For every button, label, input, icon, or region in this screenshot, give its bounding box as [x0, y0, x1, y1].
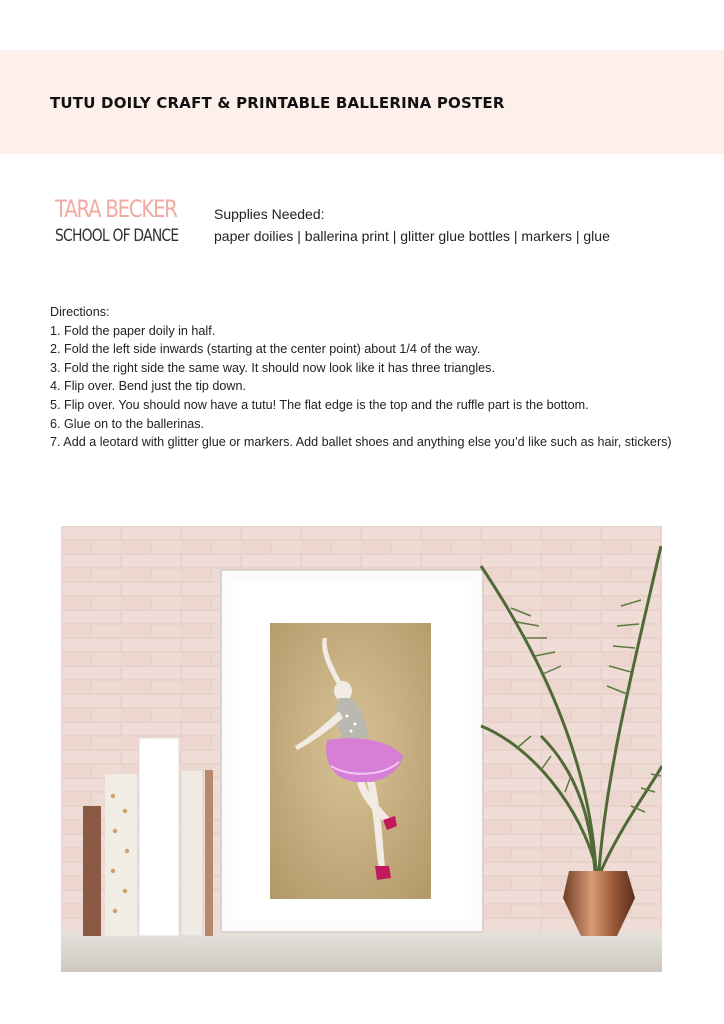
- directions-heading: Directions:: [50, 305, 110, 319]
- school-logo: [55, 196, 185, 246]
- direction-step: 6. Glue on to the ballerinas.: [50, 416, 205, 431]
- direction-step: 5. Flip over. You should now have a tutu! The flat edge is the top and the ruffle part is the bottom.: [50, 397, 589, 412]
- title-banner: [0, 50, 724, 154]
- supplies-section: [214, 203, 610, 247]
- poster-photo: [61, 526, 662, 972]
- logo-name: TARA BECKER: [55, 195, 177, 223]
- floor: [61, 931, 662, 972]
- directions-steps: [50, 322, 680, 452]
- supplies-heading: Supplies Needed:: [214, 206, 325, 222]
- direction-step: 2. Fold the left side inwards (starting at the center point) about 1/4 of the way.: [50, 342, 481, 357]
- direction-step: 4. Flip over. Bend just the tip down.: [50, 379, 247, 394]
- supplies-list: paper doilies | ballerina print | glitter glue bottles | markers | glue: [214, 228, 610, 244]
- direction-step: 1. Fold the paper doily in half.: [50, 323, 216, 338]
- poster-scene-illustration: [61, 526, 662, 972]
- direction-step: 7. Add a leotard with glitter glue or markers. Add ballet shoes and anything else you’d like such as hair, stickers): [50, 435, 672, 450]
- logo-subtitle: SCHOOL OF DANCE: [55, 226, 179, 246]
- direction-step: 3. Fold the right side the same way. It should now look like it has three triangles.: [50, 360, 495, 375]
- page-title: TUTU DOILY CRAFT & PRINTABLE BALLERINA POSTER: [50, 94, 505, 112]
- directions-section: [50, 303, 680, 452]
